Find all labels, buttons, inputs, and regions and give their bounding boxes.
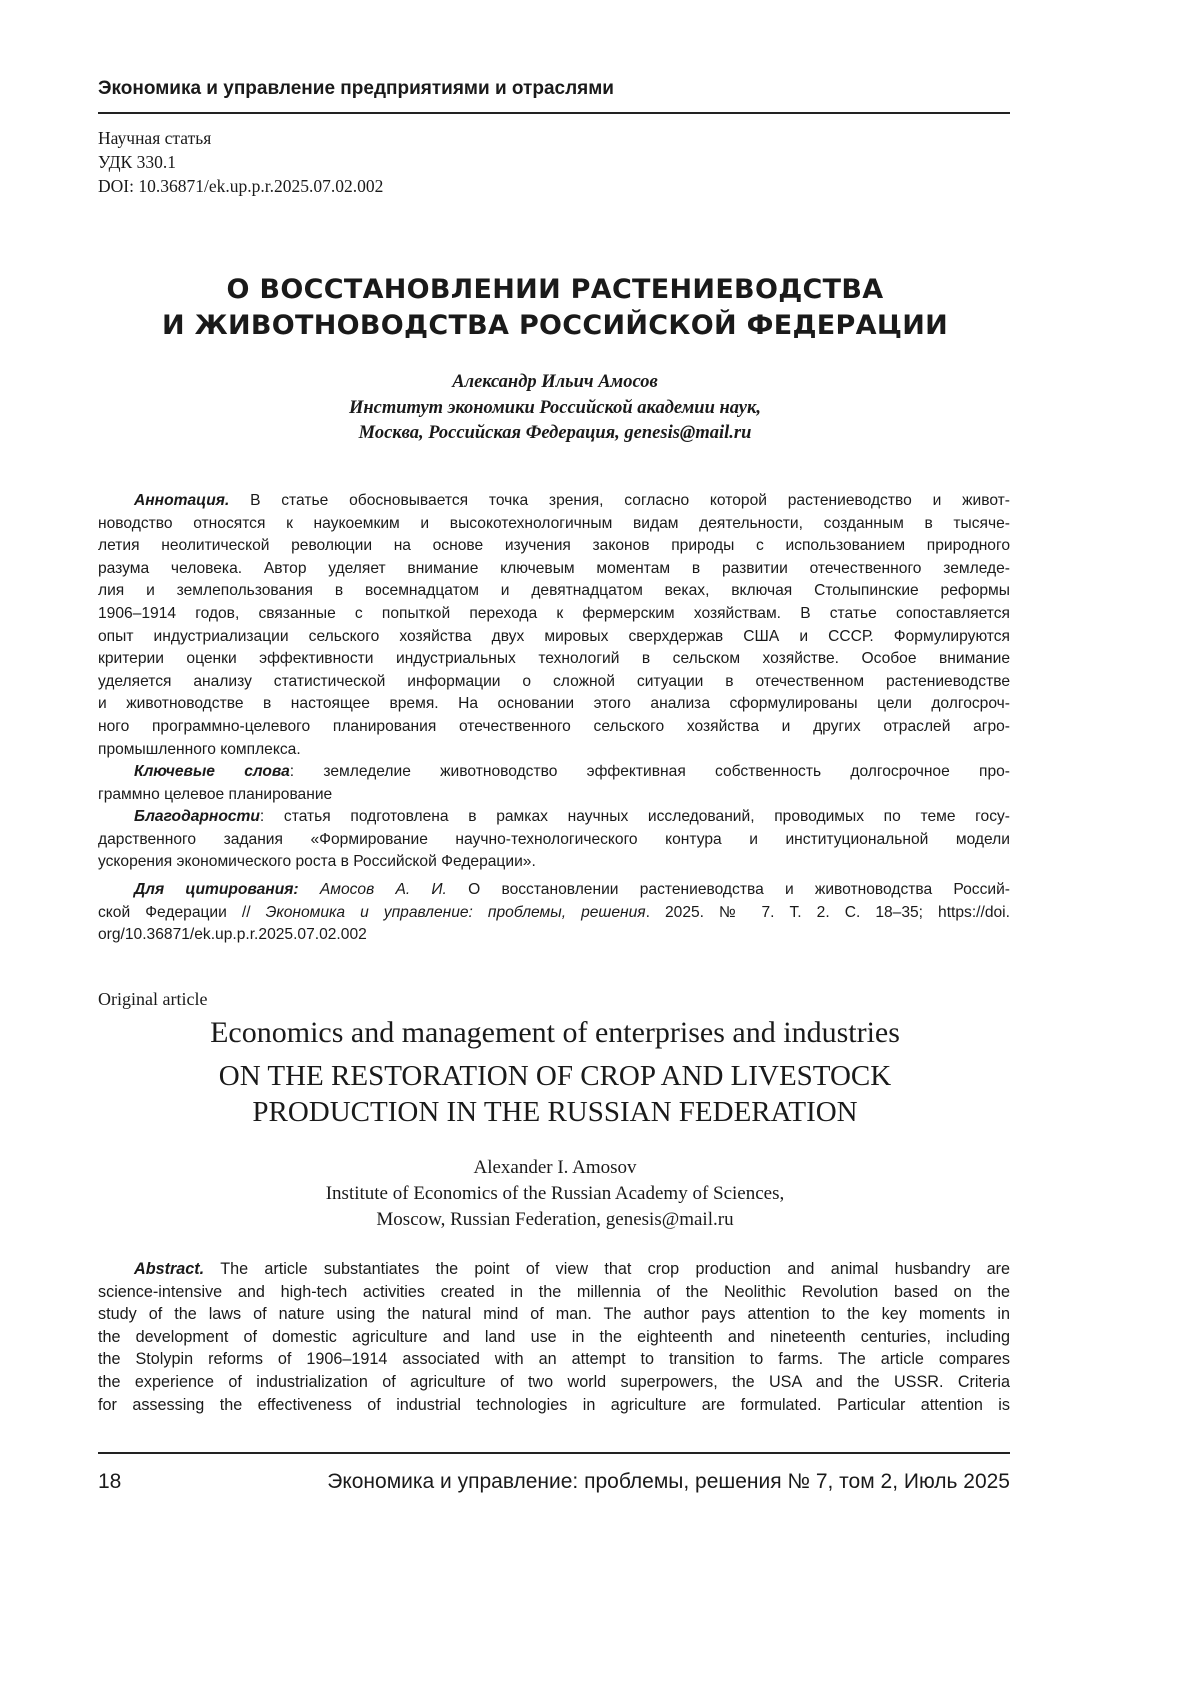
paragraph-text: for assessing the effectiveness of industrial technologies in agriculture are formulated. Particular attention is (98, 1396, 1010, 1414)
author-affiliation: Institute of Economics of the Russian Academy of Sciences, (90, 1181, 1020, 1207)
paragraph-line (98, 490, 1010, 513)
paragraph-line (98, 603, 1010, 626)
paragraph-line (98, 580, 1010, 603)
en-title (90, 1058, 1020, 1130)
paragraph-line (98, 1394, 1010, 1417)
paragraph-line (98, 851, 1010, 874)
paragraph-label: Благодарности (134, 808, 260, 825)
paragraph-text: критерии оценки эффективности индустриальных технологий в сельском хозяйстве. Особое внимание (98, 650, 1010, 667)
citation-journal: Экономика и управление: проблемы, решения (266, 904, 646, 921)
citation-text: О восстановлении растениеводства и животноводства Россий- (447, 881, 1010, 898)
en-article-type: Original article (98, 989, 207, 1010)
en-section-title: Economics and management of enterprises and industries (90, 1016, 1020, 1050)
udc-code: УДК 330.1 (98, 150, 176, 174)
citation-label: Для цитирования: (134, 881, 299, 898)
author-name: Alexander I. Amosov (90, 1155, 1020, 1181)
paragraph-label: Ключевые слова (134, 763, 290, 780)
author-location-email: Moscow, Russian Federation, genesis@mail.ru (90, 1207, 1020, 1233)
paragraph-text: ного программно-целевого планирования отечественного сельского хозяйства и других отраслей агро- (98, 718, 1010, 735)
paragraph-text: 1906–1914 годов, связанные с попыткой перехода к фермерским хозяйствам. В статье сопоставляется (98, 605, 1010, 622)
paragraph-text: дарственного задания «Формирование научно-технологического контура и институциональной модели (98, 831, 1010, 848)
paragraph-line (98, 1303, 1010, 1326)
paragraph-text: science-intensive and high-tech activities created in the millennia of the Neolithic Revolution based on the (98, 1283, 1010, 1301)
citation-doi-link[interactable]: org/10.36871/ek.up.p.r.2025.07.02.002 (98, 926, 367, 943)
paragraph-label: Аннотация. (134, 492, 229, 509)
paragraph-text: the development of domestic agriculture and land use in the eighteenth and nineteenth centuries, including (98, 1328, 1010, 1346)
ru-author-block (90, 370, 1020, 447)
author-name: Александр Ильич Амосов (90, 370, 1020, 396)
paragraph-text: лия и землепользования в восемнадцатом и девятнадцатом веках, включая Столыпинские реформы (98, 582, 1010, 599)
paragraph-line (98, 1371, 1010, 1394)
paragraph-line (98, 535, 1010, 558)
paragraph-line (98, 1281, 1010, 1304)
paragraph-line (98, 558, 1010, 581)
citation-text: . 2025. № 7. Т. 2. С. 18–35; https://doi. (646, 904, 1010, 921)
paragraph-text: опыт индустриализации сельского хозяйства двух мировых сверхдержав США и СССР. Формулируются (98, 628, 1010, 645)
en-author-block (90, 1155, 1020, 1233)
ru-title (90, 272, 1020, 344)
paragraph-text: study of the laws of nature using the natural mind of man. The author pays attention to the key moments in (98, 1305, 1010, 1323)
paragraph-text: и животноводстве в настоящее время. На основании этого анализа сформулированы цели долгосроч- (98, 695, 1010, 712)
paragraph-text: ускорения экономического роста в Российской Федерации». (98, 853, 536, 870)
article-type: Научная статья (98, 126, 211, 150)
author-affiliation: Институт экономики Российской академии наук, (90, 396, 1020, 422)
citation-author: Амосов А. И. (299, 881, 447, 898)
ru-acknowledgements (98, 806, 1010, 874)
doi: DOI: 10.36871/ek.up.p.r.2025.07.02.002 (98, 174, 383, 198)
paragraph-line (98, 761, 1010, 784)
paragraph-line (98, 693, 1010, 716)
paragraph-line (98, 648, 1010, 671)
ru-citation (98, 879, 1010, 947)
paragraph-label: Abstract. (134, 1260, 204, 1278)
ru-title-line: И ЖИВОТНОВОДСТВА РОССИЙСКОЙ ФЕДЕРАЦИИ (90, 308, 1020, 344)
paragraph-line (98, 784, 1010, 807)
header-divider (98, 112, 1010, 114)
paragraph-line (98, 716, 1010, 739)
paragraph-line (98, 739, 1010, 762)
paragraph-line (98, 806, 1010, 829)
footer-divider (98, 1452, 1010, 1454)
paragraph-text: новодство относятся к наукоемким и высокотехнологичным видам деятельности, созданным в тысяче- (98, 515, 1010, 532)
paragraph-line (98, 829, 1010, 852)
paragraph-text: The article substantiates the point of view that crop production and animal husbandry are (204, 1260, 1010, 1278)
paragraph-text: граммно целевое планирование (98, 786, 332, 803)
ru-title-line: О ВОССТАНОВЛЕНИИ РАСТЕНИЕВОДСТВА (90, 272, 1020, 308)
author-location-email: Москва, Российская Федерация, genesis@mail.ru (90, 421, 1020, 447)
paragraph-line (98, 1348, 1010, 1371)
page-number: 18 (98, 1470, 121, 1494)
ru-annotation (98, 490, 1010, 761)
paragraph-line (98, 671, 1010, 694)
citation-text: ской Федерации // (98, 904, 266, 921)
paragraph-line (98, 1326, 1010, 1349)
en-title-line: ON THE RESTORATION OF CROP AND LIVESTOCK (90, 1058, 1020, 1094)
ru-keywords (98, 761, 1010, 806)
paragraph-text: : статья подготовлена в рамках научных исследований, проводимых по теме госу- (260, 808, 1010, 825)
paragraph-line (98, 626, 1010, 649)
paragraph-text: В статье обосновывается точка зрения, согласно которой растениеводство и живот- (229, 492, 1010, 509)
paragraph-text: the experience of industrialization of agriculture of two world superpowers, the USA and the USSR. Criteria (98, 1373, 1010, 1391)
paragraph-text: уделяется анализу статистической информации о сложной ситуации в отечественном растениеводстве (98, 673, 1010, 690)
journal-section-header: Экономика и управление предприятиями и отраслями (98, 78, 614, 100)
paragraph-text: the Stolypin reforms of 1906–1914 associated with an attempt to transition to farms. The article compares (98, 1350, 1010, 1368)
footer-journal: Экономика и управление: проблемы, решения № 7, том 2, Июль 2025 (327, 1470, 1010, 1494)
paragraph-text: промышленного комплекса. (98, 741, 301, 758)
en-abstract (98, 1258, 1010, 1416)
paragraph-text: : земледелие животноводство эффективная собственность долгосрочное про- (290, 763, 1010, 780)
en-title-line: PRODUCTION IN THE RUSSIAN FEDERATION (90, 1094, 1020, 1130)
paragraph-text: разума человека. Автор уделяет внимание ключевым моментам в развитии отечественного земледе- (98, 560, 1010, 577)
paragraph-line (98, 513, 1010, 536)
paragraph-line (98, 1258, 1010, 1281)
paragraph-text: летия неолитической революции на основе изучения законов природы с использованием природного (98, 537, 1010, 554)
